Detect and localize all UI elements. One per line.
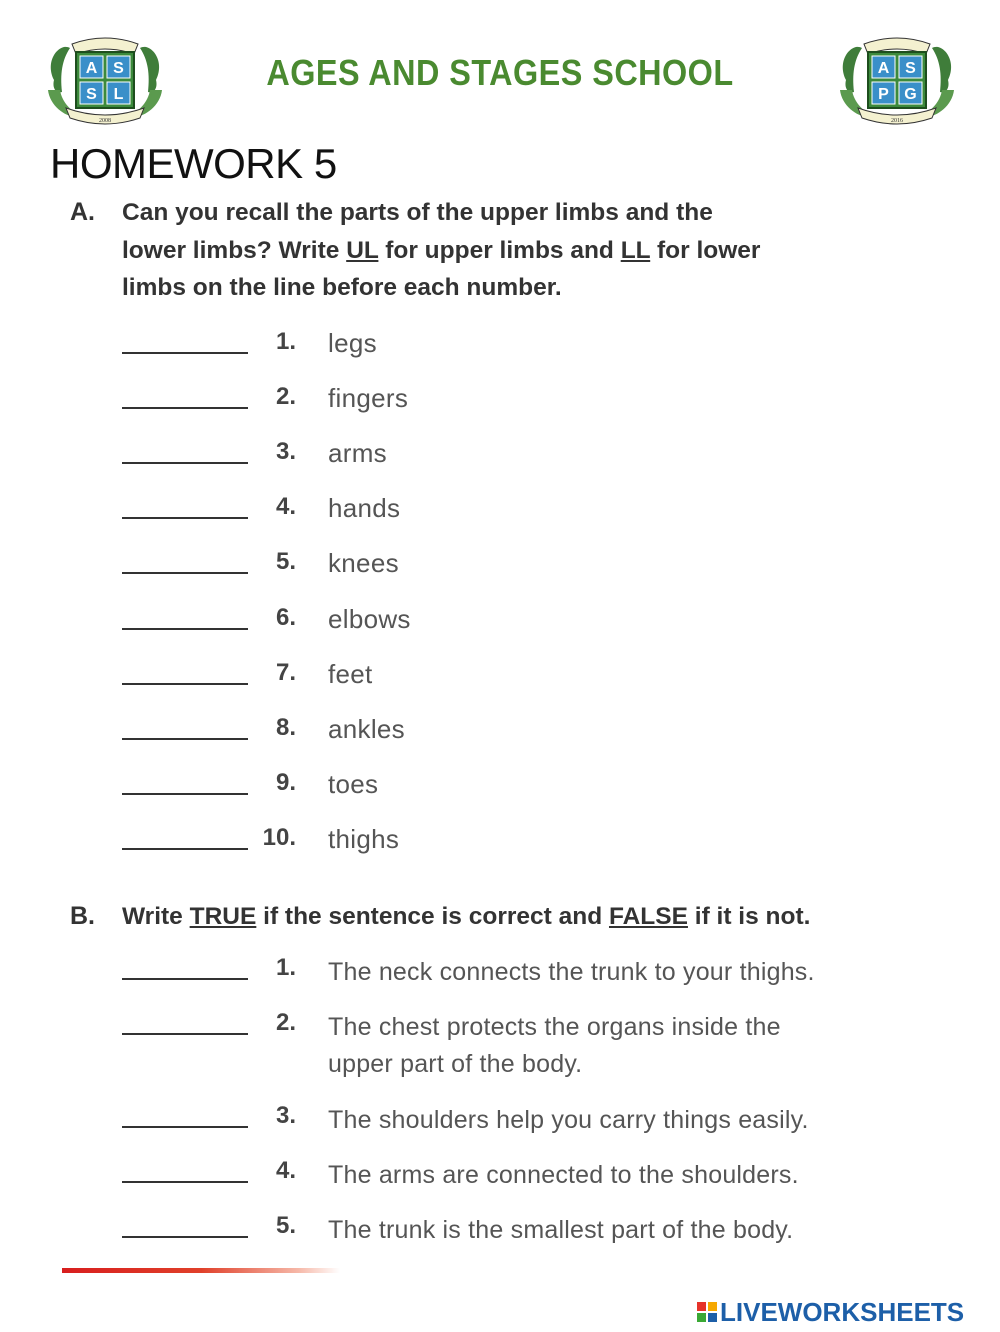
school-name: AGES AND STAGES SCHOOL bbox=[266, 52, 734, 93]
ll-keyword: LL bbox=[620, 236, 651, 264]
item-text: elbows bbox=[328, 604, 411, 634]
statement-text: The neck connects the trunk to your thighs. bbox=[328, 958, 815, 986]
item-number: 2. bbox=[275, 1009, 296, 1036]
item-text: thighs bbox=[328, 824, 400, 854]
list-item bbox=[0, 383, 1000, 423]
answer-blank[interactable] bbox=[122, 572, 248, 574]
answer-blank[interactable] bbox=[122, 1033, 248, 1035]
item-text: legs bbox=[328, 328, 377, 358]
answer-blank[interactable] bbox=[122, 848, 248, 850]
item-number: 8. bbox=[275, 714, 296, 741]
item-text: arms bbox=[328, 438, 387, 468]
liveworksheets-brand[interactable] bbox=[696, 1296, 964, 1328]
item-number: 1. bbox=[275, 954, 296, 981]
list-item bbox=[0, 1102, 1000, 1142]
school-logo-right bbox=[832, 30, 962, 130]
answer-blank[interactable] bbox=[122, 1236, 248, 1238]
liveworksheets-logo-icon bbox=[696, 1301, 718, 1323]
item-number: 1. bbox=[275, 328, 296, 355]
answer-blank[interactable] bbox=[122, 793, 248, 795]
item-number: 5. bbox=[275, 1212, 296, 1239]
answer-blank[interactable] bbox=[122, 1181, 248, 1183]
item-number: 6. bbox=[275, 604, 296, 631]
item-number: 3. bbox=[275, 1102, 296, 1129]
section-b-letter: B. bbox=[70, 902, 95, 930]
answer-blank[interactable] bbox=[122, 517, 248, 519]
ul-keyword: UL bbox=[346, 236, 379, 264]
answer-blank[interactable] bbox=[122, 738, 248, 740]
list-item bbox=[0, 954, 1000, 994]
section-b-instruction: Write TRUE if the sentence is correct and FALSE if it is not. bbox=[122, 903, 811, 930]
item-text: ankles bbox=[328, 714, 405, 744]
svg-text:P: P bbox=[878, 86, 889, 103]
homework-title: HOMEWORK 5 bbox=[50, 140, 337, 187]
instruction-line-2: lower limbs? Write UL for upper limbs and LL for lower bbox=[122, 236, 761, 264]
list-item bbox=[0, 438, 1000, 478]
list-item bbox=[0, 1009, 1000, 1078]
svg-text:L: L bbox=[113, 86, 124, 103]
svg-text:S: S bbox=[905, 60, 916, 77]
list-item bbox=[0, 714, 1000, 754]
svg-text:2016: 2016 bbox=[891, 118, 903, 124]
answer-blank[interactable] bbox=[122, 628, 248, 630]
section-a-instruction bbox=[122, 194, 882, 307]
instruction-line-3: limbs on the line before each number. bbox=[122, 274, 562, 301]
svg-text:S: S bbox=[113, 60, 124, 77]
item-text: toes bbox=[328, 769, 379, 799]
list-item bbox=[0, 604, 1000, 644]
answer-blank[interactable] bbox=[122, 683, 248, 685]
item-number: 9. bbox=[275, 769, 296, 796]
statement-text: The shoulders help you carry things easily. bbox=[328, 1106, 809, 1134]
answer-blank[interactable] bbox=[122, 1126, 248, 1128]
item-number: 2. bbox=[275, 383, 296, 410]
item-text: fingers bbox=[328, 383, 409, 413]
item-text: hands bbox=[328, 493, 401, 523]
svg-text:2008: 2008 bbox=[99, 118, 111, 124]
svg-text:S: S bbox=[86, 86, 97, 103]
item-number: 5. bbox=[275, 548, 296, 575]
list-item bbox=[0, 659, 1000, 699]
list-item bbox=[0, 548, 1000, 588]
item-number: 3. bbox=[275, 438, 296, 465]
statement-text: The chest protects the organs inside the upper part of the body. bbox=[328, 1013, 781, 1078]
answer-blank[interactable] bbox=[122, 462, 248, 464]
list-item bbox=[0, 1157, 1000, 1197]
item-text: feet bbox=[328, 659, 373, 689]
item-number: 4. bbox=[275, 1157, 296, 1184]
item-number: 7. bbox=[275, 659, 296, 686]
answer-blank[interactable] bbox=[122, 978, 248, 980]
item-number: 10. bbox=[262, 824, 296, 851]
school-crest-icon bbox=[832, 30, 962, 130]
true-keyword: TRUE bbox=[189, 903, 257, 930]
instruction-line-1: Can you recall the parts of the upper limbs and the bbox=[122, 199, 713, 226]
svg-text:G: G bbox=[904, 86, 917, 103]
list-item bbox=[0, 493, 1000, 533]
brand-name: LIVEWORKSHEETS bbox=[720, 1296, 965, 1327]
item-number: 4. bbox=[275, 493, 296, 520]
list-item bbox=[0, 824, 1000, 864]
footer-divider bbox=[62, 1268, 340, 1273]
false-keyword: FALSE bbox=[608, 903, 688, 930]
answer-blank[interactable] bbox=[122, 407, 248, 409]
list-item bbox=[0, 769, 1000, 809]
list-item bbox=[0, 328, 1000, 368]
answer-blank[interactable] bbox=[122, 352, 248, 354]
statement-text: The arms are connected to the shoulders. bbox=[328, 1161, 799, 1189]
section-a-letter: A. bbox=[70, 198, 95, 226]
svg-text:A: A bbox=[85, 60, 98, 77]
statement-text: The trunk is the smallest part of the body. bbox=[328, 1216, 794, 1244]
item-text: knees bbox=[328, 548, 399, 578]
list-item bbox=[0, 1212, 1000, 1252]
svg-text:A: A bbox=[877, 60, 890, 77]
